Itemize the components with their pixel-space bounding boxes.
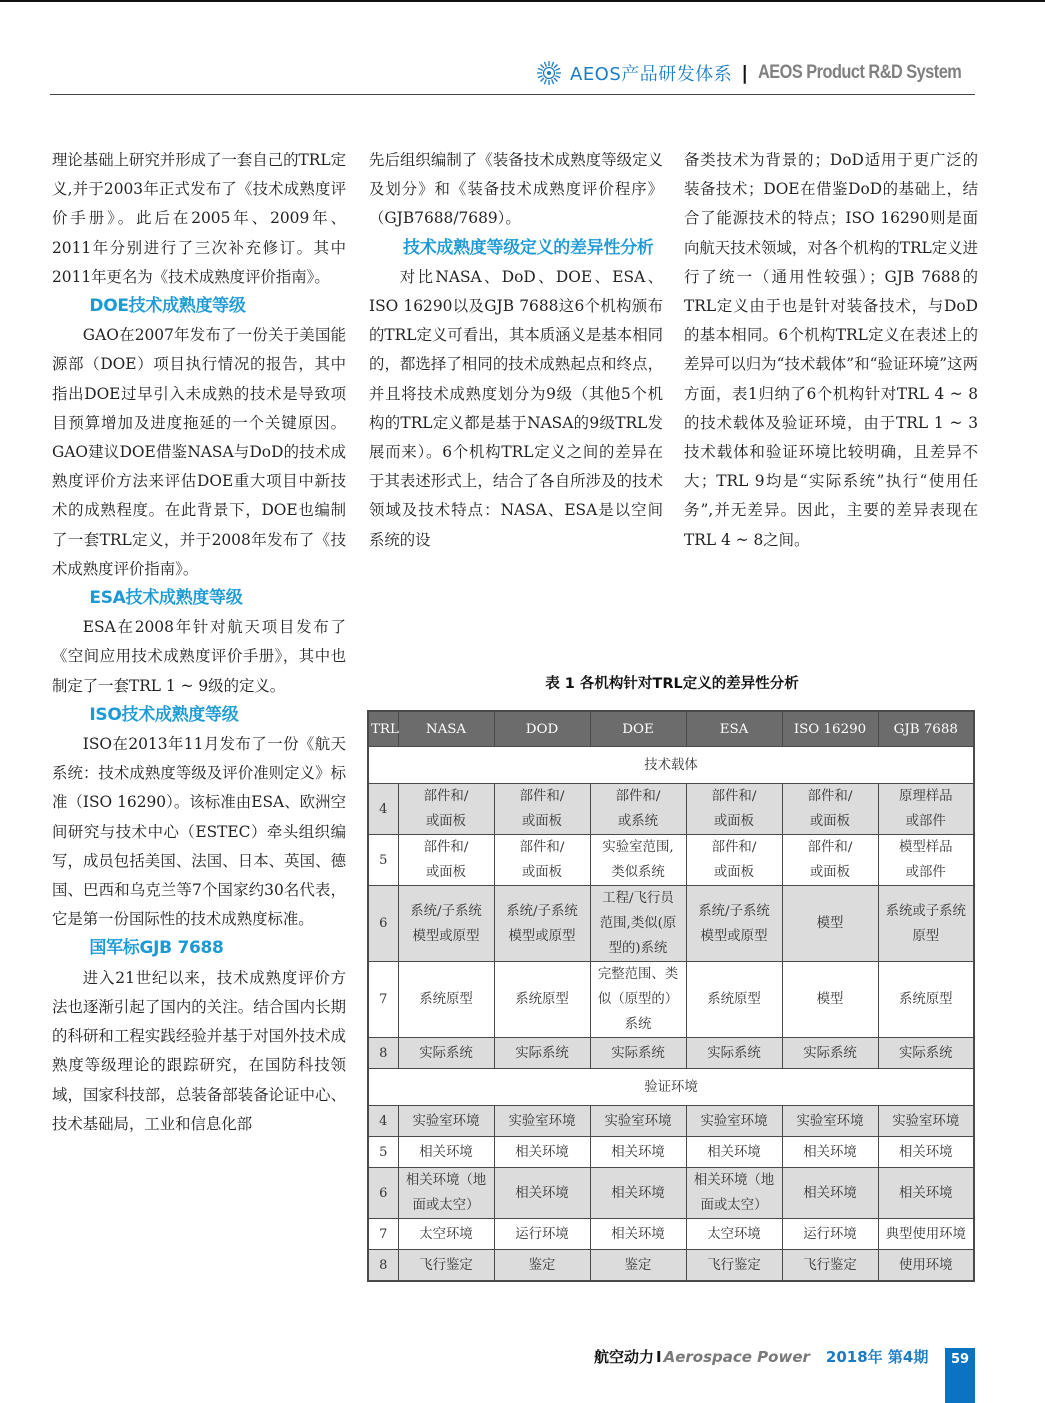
section-heading: DOE技术成熟度等级: [89, 296, 246, 317]
running-header: [536, 58, 995, 88]
column-header: GJB 7688: [878, 711, 974, 747]
trl-comparison-table: [367, 710, 975, 1282]
top-rule: [0, 0, 1045, 2]
table-header-row: [368, 711, 974, 747]
table-cell: 实际系统: [878, 1038, 974, 1069]
sun-gear-logo-icon: [536, 60, 562, 86]
table-cell: 飞行鉴定: [782, 1250, 878, 1282]
table-cell: 相关环境: [878, 1168, 974, 1219]
running-footer: [594, 1346, 928, 1367]
header-title-cn: AEOS产品研发体系: [570, 64, 733, 85]
table-cell: 实际系统: [782, 1038, 878, 1069]
table-cell: 原理样品 或部件: [878, 784, 974, 835]
table-cell: 工程/飞行员 范围,类似(原 型的)系统: [590, 886, 686, 962]
table-row: [368, 784, 974, 835]
header-title-en: AEOS Product R&D System: [758, 62, 962, 83]
table-cell: 典型使用环境: [878, 1219, 974, 1250]
table-cell: 相关环境: [494, 1137, 590, 1168]
table-cell: 相关环境: [590, 1219, 686, 1250]
table-cell: 系统原型: [398, 962, 494, 1038]
table-cell: 实际系统: [686, 1038, 782, 1069]
paragraph: ISO在2013年11月发布了一份《航天系统：技术成熟度等级及评价准则定义》标准（ISO 16290）。该标准由ESA、欧洲空间研究与技术中心（ESTEC）牵头组织编写，成员包括美国、法国、日本、英国、德国、巴西和乌克兰等7个国家约30名代表，它是第一份国际性的技术成熟度标准。: [52, 735, 346, 929]
table-cell: 实际系统: [590, 1038, 686, 1069]
table-cell: 相关环境（地 面或太空）: [686, 1168, 782, 1219]
table-cell: 部件和/ 或面板: [398, 784, 494, 835]
table-cell: 部件和/ 或面板: [686, 784, 782, 835]
table-cell: 实验室范围, 类似系统: [590, 835, 686, 886]
table-cell: 系统或子系统 原型: [878, 886, 974, 962]
table-cell: 鉴定: [590, 1250, 686, 1282]
paragraph: 理论基础上研究并形成了一套自己的TRL定义,并于2003年正式发布了《技术成熟度评价手册》。此后在2005年、2009年、2011年分别进行了三次补充修订。其中2011年更名为《技术成熟度评价指南》。: [52, 151, 346, 286]
trl-level-cell: 8: [368, 1250, 398, 1282]
table-cell: 飞行鉴定: [398, 1250, 494, 1282]
table-cell: 模型: [782, 962, 878, 1038]
page-number: 59: [950, 1352, 970, 1367]
table-cell: 太空环境: [686, 1219, 782, 1250]
text-column-2: [369, 146, 663, 555]
table-cell: 系统/子系统 模型或原型: [494, 886, 590, 962]
table-cell: 模型样品 或部件: [878, 835, 974, 886]
section-heading: ESA技术成熟度等级: [89, 588, 243, 609]
table-cell: 运行环境: [494, 1219, 590, 1250]
table-row: [368, 1219, 974, 1250]
table-cell: 系统原型: [686, 962, 782, 1038]
text-column-3: [684, 146, 978, 555]
trl-level-cell: 4: [368, 1106, 398, 1137]
table-cell: 飞行鉴定: [686, 1250, 782, 1282]
table-cell: 实验室环境: [398, 1106, 494, 1137]
section-heading: 技术成熟度等级定义的差异性分析: [403, 237, 654, 258]
table-row: [368, 1137, 974, 1168]
journal-name-en: Aerospace Power: [663, 1348, 810, 1366]
column-header: DOD: [494, 711, 590, 747]
column-header: DOE: [590, 711, 686, 747]
trl-level-cell: 6: [368, 1168, 398, 1219]
trl-level-cell: 8: [368, 1038, 398, 1069]
trl-level-cell: 4: [368, 784, 398, 835]
table-cell: 鉴定: [494, 1250, 590, 1282]
column-header: TRL: [368, 711, 398, 747]
table-cell: 部件和/ 或面板: [494, 835, 590, 886]
trl-level-cell: 7: [368, 1219, 398, 1250]
table-cell: 部件和/ 或面板: [494, 784, 590, 835]
table-cell: 相关环境: [590, 1137, 686, 1168]
table-cell: 使用环境: [878, 1250, 974, 1282]
table-cell: 部件和/ 或面板: [782, 835, 878, 886]
table-cell: 完整范围、类 似（原型的） 系统: [590, 962, 686, 1038]
table-cell: 相关环境: [878, 1137, 974, 1168]
trl-level-cell: 5: [368, 835, 398, 886]
section-heading: 国军标GJB 7688: [89, 938, 224, 959]
table-cell: 实验室环境: [590, 1106, 686, 1137]
text-column-1: [52, 146, 346, 1139]
paragraph: 对比NASA、DoD、DOE、ESA、ISO 16290以及GJB 7688这6个机构颁布的TRL定义可看出，其本质涵义是基本相同的，都选择了相同的技术成熟起点和终点，并且将技术成熟度划分为9级（其他5个机构的TRL定义都是基于NASA的9级TRL发展而来）。6个机构TRL定义之间的差异在于其表述形式上，结合了各自所涉及的技术领域及技术特点：NASA、ESA是以空间系统的设: [369, 267, 663, 549]
paragraph: GAO在2007年发布了一份关于美国能源部（DOE）项目执行情况的报告，其中指出DOE过早引入未成熟的技术是导致项目预算增加及进度拖延的一个关键原因。GAO建议DOE借鉴NASA与DoD的技术成熟度评价方法来评估DOE重大项目中新技术的成熟程度。在此背景下，DOE也编制了一套TRL定义，并于2008年发布了《技术成熟度评价指南》。: [52, 326, 346, 578]
table-row: [368, 835, 974, 886]
table-cell: 系统/子系统 模型或原型: [398, 886, 494, 962]
header-rule: [50, 94, 975, 95]
issue-label: 2018年 第4期: [825, 1348, 929, 1366]
trl-level-cell: 7: [368, 962, 398, 1038]
table-row: [368, 1106, 974, 1137]
table-cell: 部件和/ 或系统: [590, 784, 686, 835]
paragraph: 进入21世纪以来，技术成熟度评价方法也逐渐引起了国内的关注。结合国内长期的科研和工程实践经验并基于对国外技术成熟度等级理论的跟踪研究，在国防科技领域，国家科技部，总装备部装备论证中心、技术基础局，工业和信息化部: [52, 968, 346, 1133]
table-cell: 系统原型: [494, 962, 590, 1038]
table-cell: 相关环境（地 面或太空）: [398, 1168, 494, 1219]
table-cell: 运行环境: [782, 1219, 878, 1250]
column-header: NASA: [398, 711, 494, 747]
journal-name-cn: 航空动力: [594, 1348, 655, 1366]
table-row: [368, 1038, 974, 1069]
table-cell: 实验室环境: [782, 1106, 878, 1137]
paragraph: 先后组织编制了《装备技术成熟度等级定义及划分》和《装备技术成熟度评价程序》（GJB7688/7689）。: [369, 151, 663, 228]
table-section-row: [368, 1069, 974, 1106]
table-cell: 相关环境: [686, 1137, 782, 1168]
table-cell: 实验室环境: [878, 1106, 974, 1137]
paragraph: 备类技术为背景的；DoD适用于更广泛的装备技术；DOE在借鉴DoD的基础上，结合了能源技术的特点；ISO 16290则是面向航天技术领域，对各个机构的TRL定义进行了统一（通用性较强）；GJB 7688的TRL定义由于也是针对装备技术，与DoD的基本相同。6个机构TRL定义在表述上的差异可以归为“技术载体”和“验证环境”这两方面，表1归纳了6个机构针对TRL 4 ~ 8的技术载体及验证环境，由于TRL 1 ~ 3技术载体和验证环境比较明确，且差异不大；TRL 9均是“实际系统”执行“使用任务”,并无差异。因此，主要的差异表现在TRL 4 ~ 8之间。: [684, 151, 978, 549]
paragraph: ESA在2008年针对航天项目发布了《空间应用技术成熟度评价手册》，其中也制定了一套TRL 1 ~ 9级的定义。: [52, 618, 346, 695]
table-caption: 表 1 各机构针对TRL定义的差异性分析: [545, 676, 799, 692]
table-row: [368, 1168, 974, 1219]
table-cell: 实际系统: [494, 1038, 590, 1069]
header-separator: |: [741, 62, 749, 84]
table-cell: 太空环境: [398, 1219, 494, 1250]
column-header: ISO 16290: [782, 711, 878, 747]
table-cell: 实验室环境: [686, 1106, 782, 1137]
section-heading: ISO技术成熟度等级: [89, 704, 239, 725]
footer-separator: I: [656, 1348, 662, 1366]
table-cell: 系统/子系统 模型或原型: [686, 886, 782, 962]
table-cell: 部件和/ 或面板: [398, 835, 494, 886]
table-cell: 相关环境: [590, 1168, 686, 1219]
column-header: ESA: [686, 711, 782, 747]
trl-level-cell: 6: [368, 886, 398, 962]
page-number-tab: [945, 1348, 975, 1403]
table-cell: 部件和/ 或面板: [782, 784, 878, 835]
table-row: [368, 886, 974, 962]
table-cell: 相关环境: [494, 1168, 590, 1219]
section-title: 技术载体: [368, 747, 974, 784]
table-cell: 实验室环境: [494, 1106, 590, 1137]
table-cell: 部件和/ 或面板: [686, 835, 782, 886]
table-cell: 系统原型: [878, 962, 974, 1038]
table-row: [368, 962, 974, 1038]
table-section-row: [368, 747, 974, 784]
section-title: 验证环境: [368, 1069, 974, 1106]
table-cell: 相关环境: [398, 1137, 494, 1168]
table-row: [368, 1250, 974, 1282]
table-cell: 相关环境: [782, 1137, 878, 1168]
table-cell: 模型: [782, 886, 878, 962]
trl-level-cell: 5: [368, 1137, 398, 1168]
table-cell: 相关环境: [782, 1168, 878, 1219]
table-cell: 实际系统: [398, 1038, 494, 1069]
